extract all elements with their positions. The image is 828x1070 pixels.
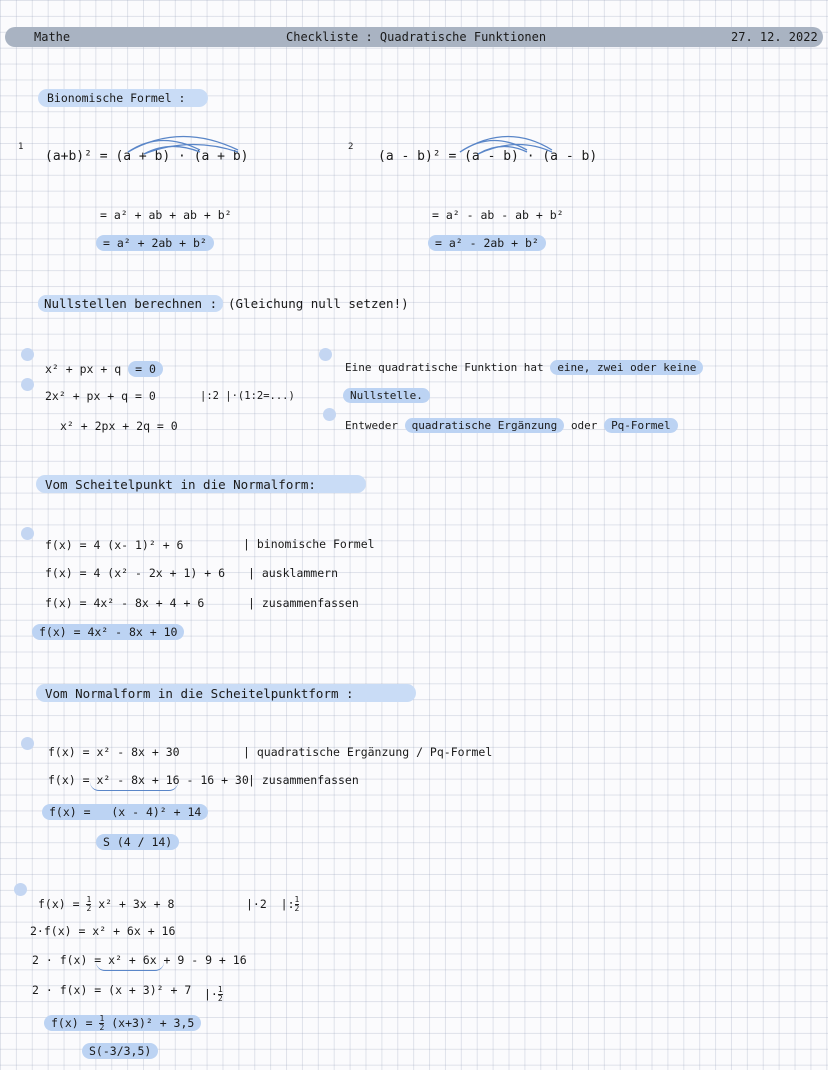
fraction-den: 2	[294, 904, 300, 913]
info2-highlight-2: Pq-Formel	[604, 418, 678, 433]
bullet-dot	[21, 737, 34, 750]
fraction-half	[99, 1015, 104, 1032]
binom-heading: Bionomische Formel :	[47, 91, 186, 105]
formula-number-2: 2	[348, 142, 354, 152]
sn-note3: | zusammenfassen	[248, 596, 359, 610]
ex3-note3: |·	[204, 987, 218, 1001]
ex3-line3: 2 · f(x) = x² + 6x + 9 - 9 + 16	[32, 953, 247, 967]
ex3-line5-post: (x+3)² + 3,5	[111, 1016, 195, 1030]
binom2-line2: = a² - ab - ab + b²	[432, 208, 564, 222]
bullet-dot	[319, 348, 332, 361]
pq-eq2-note: |:2 |·(1:2=...)	[200, 390, 295, 402]
fraction-half	[295, 896, 300, 913]
fraction-num: 1	[294, 895, 300, 904]
fraction-den: 2	[217, 994, 223, 1003]
pq-eq1: x² + px + q	[45, 362, 122, 376]
info1-post: Nullstelle.	[343, 388, 430, 403]
fraction-num: 1	[99, 1014, 105, 1023]
multiply-arcs-2	[452, 130, 562, 160]
ex3-vertex: S(-3/3,5)	[82, 1043, 158, 1059]
bullet-dot	[21, 378, 34, 391]
subject-label: Mathe	[34, 30, 71, 44]
ex3-line5-pre: f(x) =	[51, 1016, 93, 1030]
binom1-line1: (a+b)² = (a + b) · (a + b)	[45, 149, 249, 164]
info1-pre: Eine quadratische Funktion hat	[345, 361, 544, 374]
ns-line2: f(x) = x² - 8x + 16 - 16 + 30	[48, 773, 249, 787]
sn-line2: f(x) = 4 (x² - 2x + 1) + 6	[45, 566, 226, 580]
nullstellen-note: (Gleichung null setzen!)	[228, 296, 409, 311]
ex3-line2: 2·f(x) = x² + 6x + 16	[30, 924, 176, 938]
info2-highlight-1: quadratische Ergänzung	[405, 418, 565, 433]
sn-note2: | ausklammern	[248, 566, 339, 580]
pq-eq3: x² + 2px + 2q = 0	[60, 419, 178, 433]
fraction-num: 1	[86, 895, 92, 904]
ex3-line1-post: x² + 3x + 8	[98, 897, 175, 911]
info2-mid: oder	[570, 419, 598, 432]
binom2-line1: (a - b)² = (a - b) · (a - b)	[378, 149, 598, 164]
ex3-line1-pre: f(x) =	[38, 897, 80, 911]
ex3-note2: |:	[280, 897, 295, 911]
ns-vertex: S (4 / 14)	[96, 834, 179, 850]
nullstellen-heading: Nullstellen berechnen :	[38, 295, 223, 312]
ns-note1: | quadratische Ergänzung / Pq-Formel	[243, 745, 493, 759]
binom2-result: = a² - 2ab + b²	[428, 235, 546, 251]
date-label: 27. 12. 2022	[731, 30, 818, 44]
ex3-line4: 2 · f(x) = (x + 3)² + 7	[32, 983, 192, 997]
ex3-result	[44, 1015, 201, 1031]
scheitel-normal-heading: Vom Scheitelpunkt in die Normalform:	[45, 477, 316, 492]
pq-eq1-highlight: = 0	[128, 361, 163, 377]
fraction-half	[218, 986, 223, 1003]
underbrace	[96, 962, 164, 971]
formula-number-1: 1	[18, 142, 24, 152]
ex3-note1: |·2	[246, 897, 267, 911]
sn-note1: | binomische Formel	[243, 537, 375, 551]
sn-line1: f(x) = 4 (x- 1)² + 6	[45, 538, 184, 552]
fraction-num: 1	[217, 985, 223, 994]
bullet-dot	[14, 883, 27, 896]
fraction-den: 2	[99, 1023, 105, 1032]
info2-pre: Entweder	[345, 419, 398, 432]
pq-eq2: 2x² + px + q = 0	[45, 389, 156, 403]
info1-highlight: eine, zwei oder keine	[550, 360, 703, 375]
ns-line1: f(x) = x² - 8x + 30	[48, 745, 180, 759]
binom1-line2: = a² + ab + ab + b²	[100, 208, 232, 222]
ns-line3	[42, 804, 208, 820]
fraction-half	[86, 896, 91, 913]
ns-note2: | zusammenfassen	[248, 773, 359, 787]
fraction-den: 2	[86, 904, 92, 913]
ns-line3-a: f(x) =	[49, 805, 91, 819]
binom1-result: = a² + 2ab + b²	[96, 235, 214, 251]
multiply-arcs-1	[120, 130, 250, 160]
bullet-dot	[323, 408, 336, 421]
sn-line3: f(x) = 4x² - 8x + 4 + 6	[45, 596, 205, 610]
sn-result: f(x) = 4x² - 8x + 10	[32, 624, 184, 640]
bullet-dot	[21, 527, 34, 540]
underbrace	[90, 782, 178, 791]
normal-scheitel-heading: Vom Normalform in die Scheitelpunktform :	[45, 686, 354, 701]
bullet-dot	[21, 348, 34, 361]
ns-line3-b: (x - 4)² + 14	[111, 805, 202, 819]
page-title: Checkliste : Quadratische Funktionen	[286, 30, 547, 44]
